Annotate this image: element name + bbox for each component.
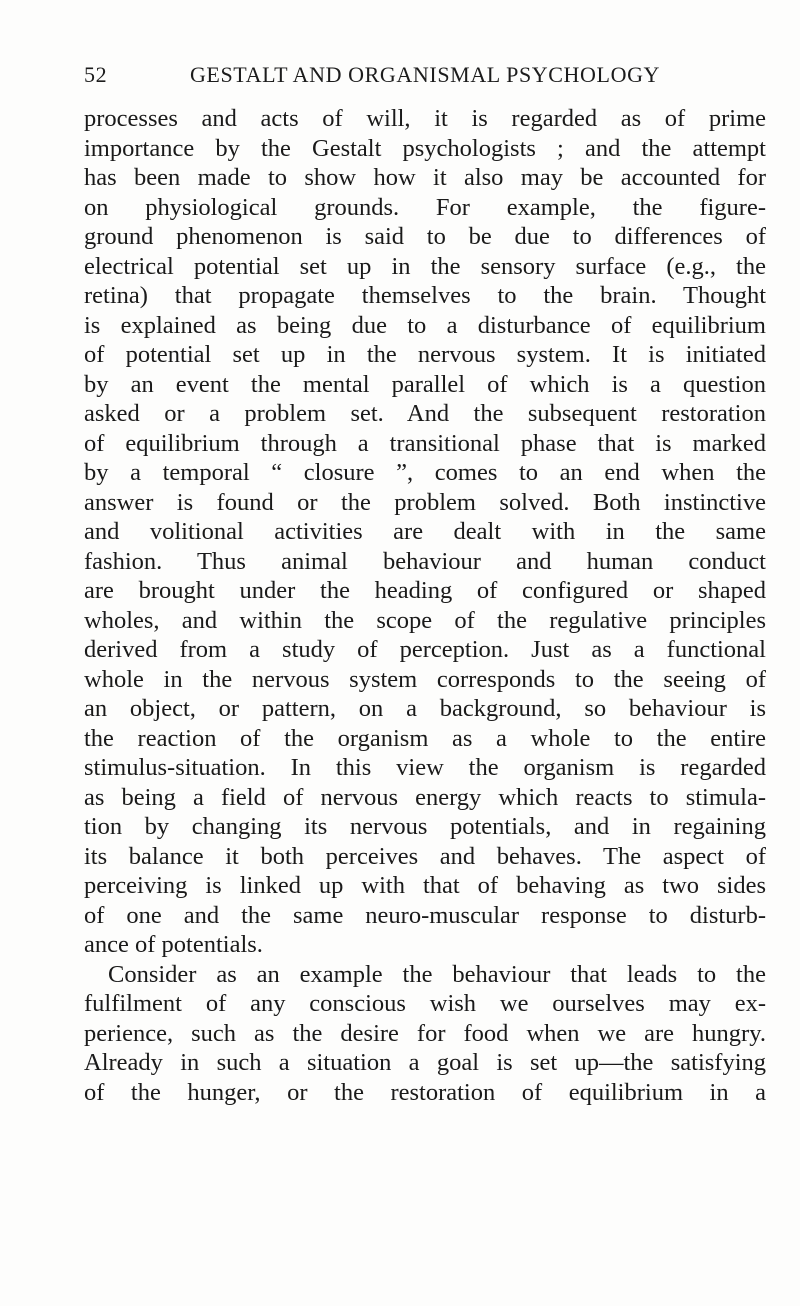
text-line: Consider as an example the behaviour that leads to the xyxy=(108,960,766,988)
text-line: by a temporal “ closure ”, comes to an end when the xyxy=(84,459,766,486)
text-line: tion by changing its nervous potentials, and in regaining xyxy=(84,813,766,840)
text-line: and volitional activities are dealt with in the same xyxy=(84,518,766,545)
text-line: its balance it both perceives and behaves. The aspect of xyxy=(84,842,766,870)
text-line: retina) that propagate themselves to the brain. Thought xyxy=(84,282,766,309)
text-line: stimulus-situation. In this view the organism is regarded xyxy=(84,754,766,781)
running-title: GESTALT AND ORGANISMAL PSYCHOLOGY xyxy=(189,62,661,87)
body-text xyxy=(84,104,766,1107)
text-line: ance of potentials. xyxy=(84,931,263,958)
text-line: ground phenomenon is said to be due to differences of xyxy=(84,223,766,250)
text-line: importance by the Gestalt psychologists ; and the attempt xyxy=(84,134,766,162)
text-line: derived from a study of perception. Just as a functional xyxy=(84,636,766,663)
text-line: asked or a problem set. And the subsequent restoration xyxy=(84,400,766,427)
text-line: of the hunger, or the restoration of equilibrium in a xyxy=(84,1078,766,1106)
text-line: fulfilment of any conscious wish we ourselves may ex- xyxy=(84,990,766,1017)
text-line: the reaction of the organism as a whole to the entire xyxy=(84,724,766,752)
text-line: perience, such as the desire for food when we are hungry. xyxy=(84,1019,766,1047)
text-line: of one and the same neuro-muscular response to disturb- xyxy=(84,901,766,929)
text-line: of potential set up in the nervous system. It is initiated xyxy=(84,341,766,368)
text-line: on physiological grounds. For example, the figure- xyxy=(84,193,766,221)
text-line: processes and acts of will, it is regarded as of prime xyxy=(84,105,766,132)
text-line: whole in the nervous system corresponds to the seeing of xyxy=(84,665,766,693)
text-line: as being a field of nervous energy which reacts to stimula- xyxy=(84,783,766,811)
text-line: fashion. Thus animal behaviour and human conduct xyxy=(84,547,766,575)
text-line: perceiving is linked up with that of behaving as two sides xyxy=(84,872,766,899)
text-line: are brought under the heading of configured or shaped xyxy=(84,577,766,604)
text-line: answer is found or the problem solved. Both instinctive xyxy=(84,488,766,516)
text-line: of equilibrium through a transitional phase that is marked xyxy=(84,429,766,457)
page-number: 52 xyxy=(84,62,108,87)
text-line: is explained as being due to a disturbance of equilibrium xyxy=(84,311,766,339)
text-line: has been made to show how it also may be accounted for xyxy=(84,164,766,191)
text-line: electrical potential set up in the sensory surface (e.g., the xyxy=(84,252,766,280)
text-line: wholes, and within the scope of the regulative principles xyxy=(84,606,766,634)
text-line: Already in such a situation a goal is set up—the satisfying xyxy=(84,1049,766,1076)
text-line: by an event the mental parallel of which is a question xyxy=(84,370,766,398)
page-header xyxy=(84,62,766,92)
text-line: an object, or pattern, on a background, so behaviour is xyxy=(84,695,766,722)
